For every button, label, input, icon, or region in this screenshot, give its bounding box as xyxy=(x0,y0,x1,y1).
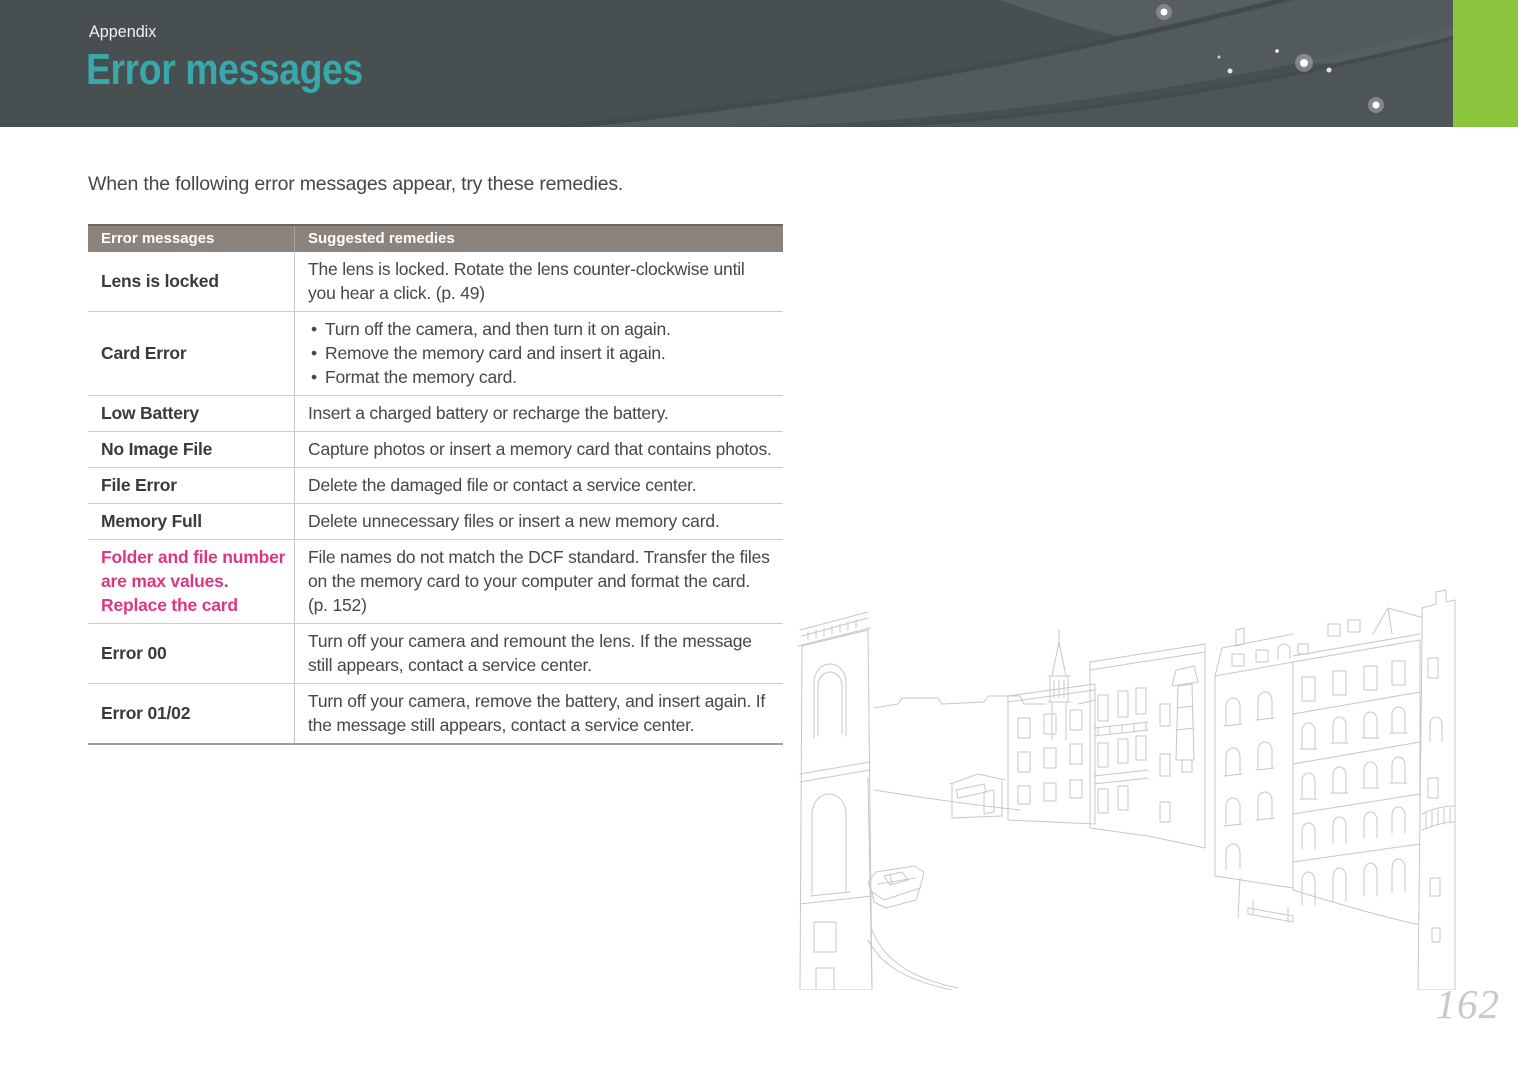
green-accent-block xyxy=(1453,0,1518,127)
remedy-text: Turn off your camera, remove the battery, and insert again. If the message still appears, contact a service center. xyxy=(308,691,766,735)
remedy-text: The lens is locked. Rotate the lens counter-clockwise until you hear a click. (p. 49) xyxy=(308,259,745,303)
error-message-cell: Low Battery xyxy=(88,396,295,432)
table-row xyxy=(88,684,783,745)
table-row xyxy=(88,468,783,504)
remedy-text: File names do not match the DCF standard. Transfer the files on the memory card to your computer and format the card. (p. 152) xyxy=(308,547,770,615)
error-message-cell: Error 00 xyxy=(88,624,295,684)
error-table-body xyxy=(88,252,783,744)
header-banner xyxy=(0,0,1518,127)
remedy-cell xyxy=(295,540,784,624)
table-row xyxy=(88,540,783,624)
remedy-cell xyxy=(295,684,784,745)
left-building xyxy=(798,612,872,990)
remedy-text: Insert a charged battery or recharge the battery. xyxy=(308,403,669,423)
table-row xyxy=(88,312,783,396)
error-message-cell: Folder and file number are max values. Replace the card xyxy=(88,540,295,624)
column-header-suggested-remedies: Suggested remedies xyxy=(295,225,784,252)
water-taxi-boat xyxy=(868,866,924,908)
far-right-building xyxy=(1418,590,1455,990)
venice-canal-illustration xyxy=(788,578,1460,990)
remedy-bullet: • Remove the memory card and insert it again. xyxy=(308,341,773,365)
remedy-cell xyxy=(295,396,784,432)
error-message-cell: Lens is locked xyxy=(88,252,295,312)
error-message-cell: Card Error xyxy=(88,312,295,396)
page-number: 162 xyxy=(1435,981,1500,1027)
remedy-cell xyxy=(295,432,784,468)
error-message-cell: Memory Full xyxy=(88,504,295,540)
large-building xyxy=(1293,608,1424,925)
table-header xyxy=(88,225,783,252)
remedy-bullet: • Format the memory card. xyxy=(308,365,773,389)
remedy-text: Capture photos or insert a memory card that contains photos. xyxy=(308,439,772,459)
remedy-bullet-list xyxy=(308,317,773,389)
remedy-text: Delete unnecessary files or insert a new memory card. xyxy=(308,511,720,531)
row-building xyxy=(1215,628,1293,888)
remedy-cell xyxy=(295,312,784,396)
remedy-text: Delete the damaged file or contact a service center. xyxy=(308,475,697,495)
table-row xyxy=(88,504,783,540)
table-row xyxy=(88,624,783,684)
remedy-bullet: • Turn off the camera, and then turn it on again. xyxy=(308,317,773,341)
error-message-cell: No Image File xyxy=(88,432,295,468)
page-title: Error messages xyxy=(86,45,363,94)
remedy-text: Turn off your camera and remount the lens. If the message still appears, contact a service center. xyxy=(308,631,752,675)
bell-tower xyxy=(1048,630,1070,740)
table-row xyxy=(88,252,783,312)
error-message-cell: Error 01/02 xyxy=(88,684,295,745)
section-label: Appendix xyxy=(89,22,157,41)
venetian-chimney xyxy=(1172,666,1198,760)
table-row xyxy=(88,432,783,468)
column-header-error-messages: Error messages xyxy=(88,225,295,252)
table-row xyxy=(88,396,783,432)
remedy-cell xyxy=(295,624,784,684)
canal-shed xyxy=(950,774,1005,818)
intro-text: When the following error messages appear, try these remedies. xyxy=(88,173,624,195)
remedy-cell xyxy=(295,252,784,312)
error-message-cell: File Error xyxy=(88,468,295,504)
error-messages-table xyxy=(88,224,783,745)
remedy-cell xyxy=(295,504,784,540)
remedy-cell xyxy=(295,468,784,504)
